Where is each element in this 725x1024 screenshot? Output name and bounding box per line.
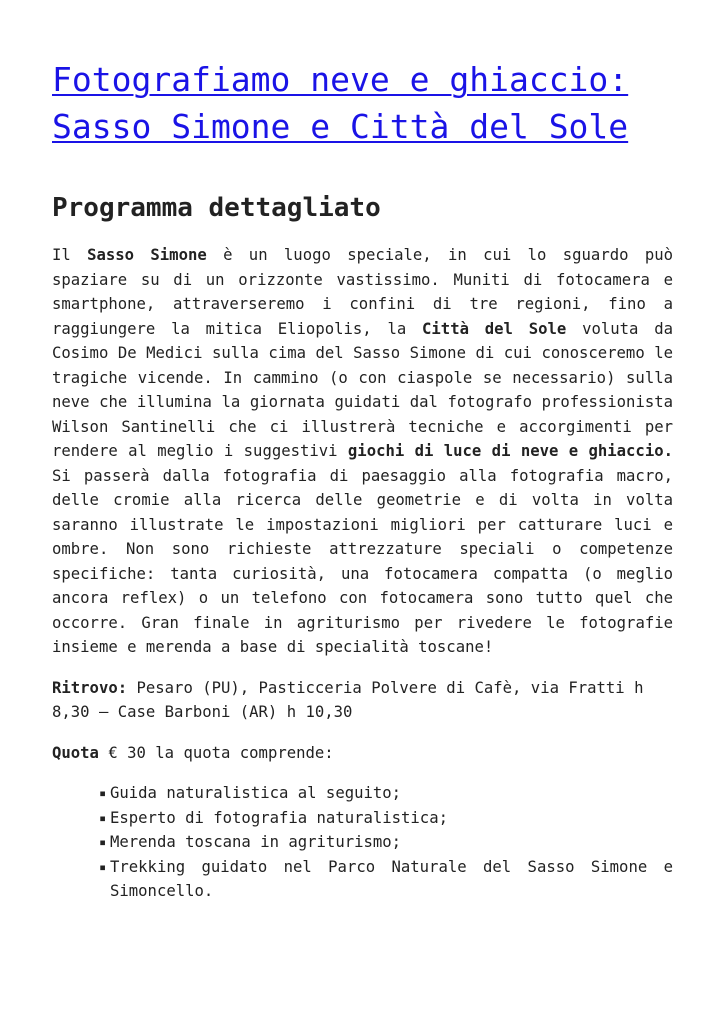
includes-list (52, 781, 673, 904)
meeting-point-text: Pesaro (PU), Pasticceria Polvere di Cafè, via Fratti h 8,30 – Case Barboni (AR) h 10,30 (52, 678, 644, 721)
list-item-text: Esperto di fotografia naturalistica; (110, 808, 448, 827)
price-label: Quota (52, 743, 99, 762)
bullet-icon: ▪ (99, 810, 107, 825)
body-text: è un luogo speciale, in cui lo sguardo può spaziare su di un orizzonte vastissimo. Muniti di fotocamera e smartphone, attraverseremo i confini di tre regioni, fino a raggiungere la mitica Eliopolis, la (52, 246, 673, 338)
list-item-text: Guida naturalistica al seguito; (110, 784, 402, 802)
list-item (99, 855, 673, 904)
body-text: voluta da Cosimo De Medici sulla cima del Sasso Simone di cui conosceremo le tragiche vicende. In cammino (o con ciaspole se necessario) sulla neve che illumina la giornata guidati dal fotografo professionista Wilson Santinelli che ci illustrerà tecniche e accorgimenti per rendere al meglio i suggestivi (52, 319, 673, 460)
bullet-icon: ▪ (99, 859, 107, 874)
body-bold-text: giochi di luce di neve e ghiaccio. (347, 442, 673, 460)
list-item-text: Trekking guidato nel Parco Naturale del Sasso Simone e Simoncello. (110, 857, 673, 900)
price-text: € 30 la quota comprende: (98, 743, 334, 762)
meeting-point (52, 676, 673, 725)
list-item-text: Merenda toscana in agriturismo; (110, 833, 402, 851)
bullet-icon: ▪ (99, 786, 107, 800)
article-title (52, 56, 673, 150)
body-text: Il (52, 246, 88, 264)
article-title-link[interactable]: Fotografiamo neve e ghiaccio: Sasso Simone e Città del Sole (52, 60, 629, 146)
list-item (99, 830, 673, 855)
meeting-point-label: Ritrovo: (52, 678, 128, 697)
body-bold-text: Città del Sole (422, 319, 567, 338)
body-paragraph (52, 243, 673, 660)
bullet-icon: ▪ (99, 835, 107, 849)
list-item (99, 781, 673, 806)
price-info (52, 741, 673, 766)
list-item (99, 806, 673, 831)
body-bold-text: Sasso Simone (87, 246, 207, 264)
body-text: Si passerà dalla fotografia di paesaggio alla fotografia macro, delle cromie alla ricerca delle geometrie e di volta in volta saranno illustrate le impostazioni migliori per catturare luci e ombre. Non sono richieste attrezzature speciali o competenze specifiche: tanta curiosità, una fotocamera compatta (o meglio ancora reflex) o un telefono con fotocamera sono tutto quel che occorre. Gran finale in agriturismo per rivedere le fotografie insieme e merenda a base di specialità toscane! (52, 466, 673, 656)
section-heading: Programma dettagliato (52, 193, 381, 223)
